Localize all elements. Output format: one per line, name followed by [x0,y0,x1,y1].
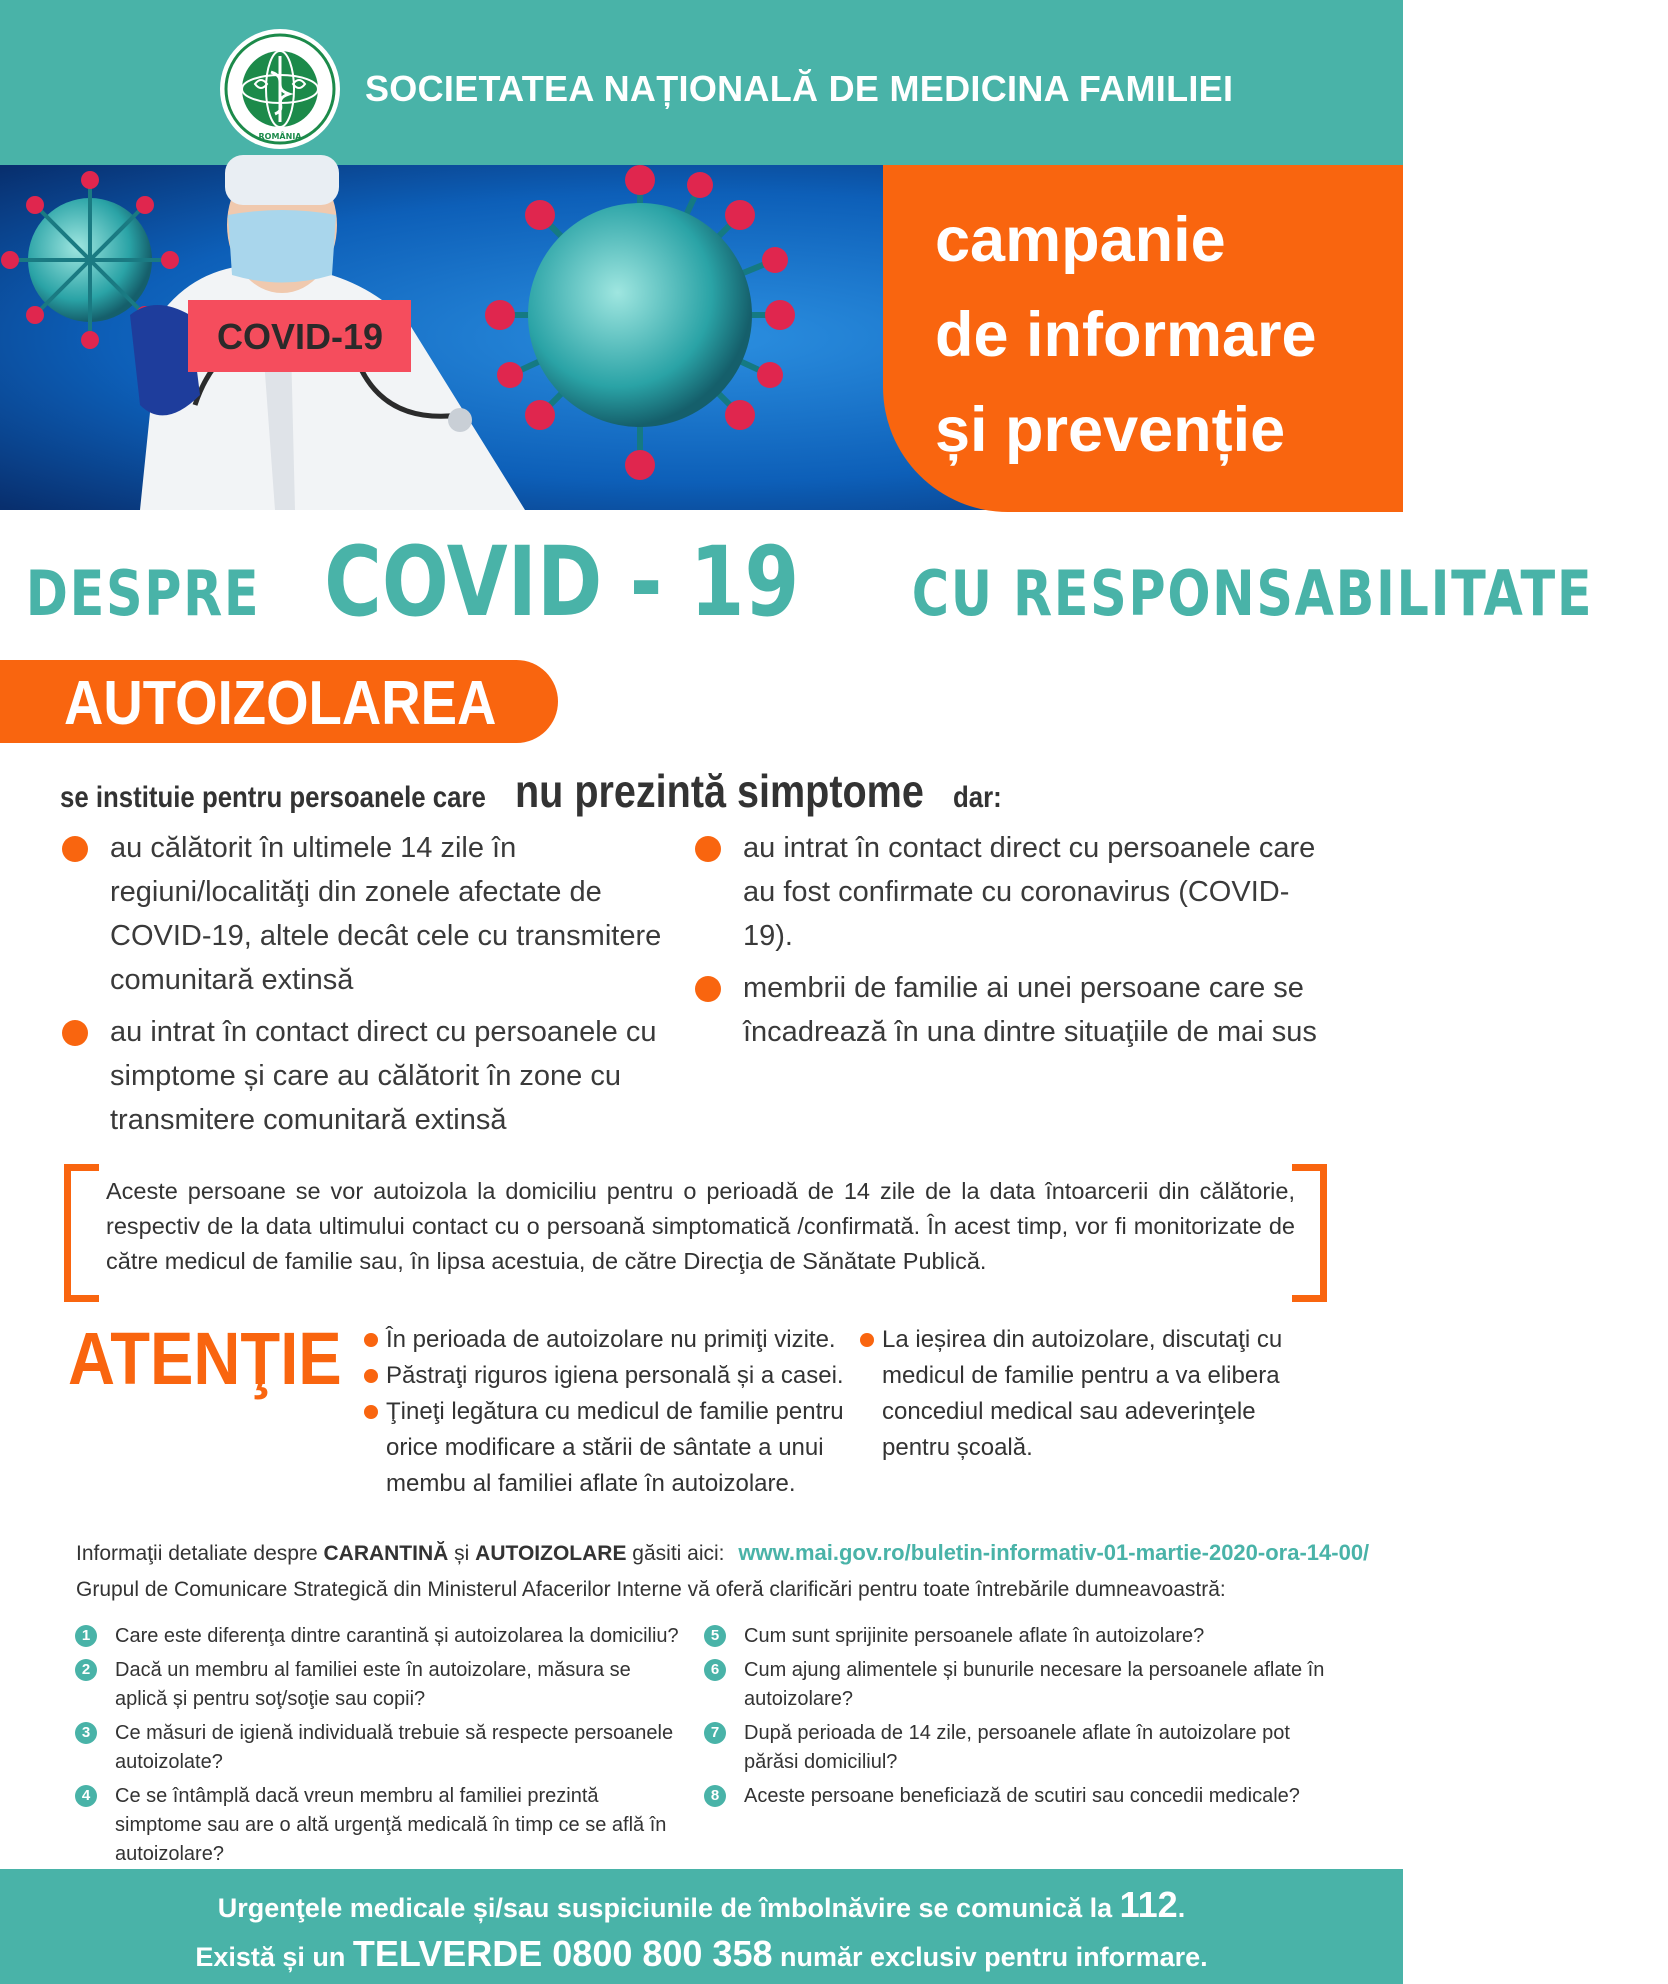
question-text: După perioada de 14 zile, persoanele aflate în autoizolare pot părăsi domiciliul? [744,1722,1290,1773]
campaign-line: campanie [935,205,1226,275]
info-prefix: Informaţii detaliate despre [76,1542,318,1565]
footer-text-start: Urgenţele medicale și/sau suspiciunile de îmbolnăvire se comunică la [217,1893,1113,1923]
telverde-number[interactable]: TELVERDE 0800 800 358 [352,1933,773,1974]
number-badge-icon: 4 [75,1785,97,1807]
question-item [75,1622,685,1651]
right-bracket-icon [1292,1164,1327,1302]
footer-line-telverde [0,1931,1403,1980]
bullet-icon [860,1333,874,1347]
bullet-icon [62,836,88,862]
list-item-text: Păstraţi riguros igiena personală și a casei. [386,1362,844,1389]
question-item [75,1719,685,1777]
list-item [858,1322,1328,1466]
list-item-text: au călătorit în ultimele 14 zile în regiuni/localităţi din zonele afectate de COVID-19, altele decât cele cu transmitere comunitară extinsă [110,832,662,996]
intro-emphasis: nu prezintă simptome [515,765,925,817]
list-item-text: La ieșirea din autoizolare, discutaţi cu medicul de familie pentru a va elibera concediul medical sau adeverinţele pentru școală. [882,1326,1283,1461]
list-item-text: membrii de familie ai unei persoane care se încadrează în una dintre situaţiile de mai sus [743,972,1317,1048]
question-item [704,1622,1344,1651]
question-text: Dacă un membru al familiei este în autoizolare, măsura se aplică și pentru soţ/soţie sau copii? [115,1659,631,1710]
number-badge-icon: 2 [75,1659,97,1681]
bullet-icon [62,1020,88,1046]
number-badge-icon: 3 [75,1722,97,1744]
main-title [0,526,1593,638]
campaign-heading [935,193,1317,478]
info-link[interactable]: www.mai.gov.ro/buletin-informativ-01-martie-2020-ora-14-00/ [738,1540,1370,1565]
question-text: Aceste persoane beneficiază de scutiri sau concedii medicale? [744,1785,1300,1807]
organization-name: SOCIETATEA NAȚIONALĂ DE MEDICINA FAMILIEI [365,68,1234,109]
section-label: AUTOIZOLAREA [64,669,497,738]
campaign-line: de informare [935,300,1317,370]
question-text: Cum sunt sprijinite persoanele aflate în autoizolare? [744,1625,1205,1647]
snmf-logo-icon [219,28,341,150]
covid-sign-text: COVID-19 [216,316,384,357]
number-badge-icon: 6 [704,1659,726,1681]
info-suffix: găsiti aici: [632,1542,725,1565]
list-item [60,826,680,1002]
list-item [362,1394,862,1502]
bullet-icon [695,836,721,862]
question-item [704,1656,1344,1714]
title-part-covid: COVID - 19 [323,526,799,638]
footer-text-end: . [1177,1893,1186,1923]
question-text: Ce măsuri de igienă individuală trebuie să respecte persoanele autoizolate? [115,1722,674,1773]
list-item-text: au intrat în contact direct cu persoanele care au fost confirmate cu coronavirus (COVID-19). [743,832,1316,952]
list-item-text: Ţineţi legătura cu medicul de familie pentru orice modificare a stării de sântate a unui membu al familiei aflate în autoizolare. [386,1398,844,1497]
list-item [362,1322,862,1358]
info-keyword-autoizolare: AUTOIZOLARE [475,1542,627,1565]
number-badge-icon: 8 [704,1785,726,1807]
bullet-icon [364,1333,378,1347]
info-keyword-carantina: CARANTINĂ [323,1542,449,1565]
info-line [76,1540,1369,1566]
intro-start: se instituie pentru persoanele care [60,781,486,814]
question-text: Care este diferenţa dintre carantină și autoizolarea la domiciliu? [115,1625,679,1647]
question-item [704,1782,1344,1811]
bullet-icon [364,1369,378,1383]
number-badge-icon: 1 [75,1625,97,1647]
list-item [362,1358,862,1394]
attention-list-left [362,1322,862,1502]
list-item-text: au intrat în contact direct cu persoanele cu simptome și care au călătorit în zone cu transmitere comunitară extinsă [110,1016,657,1136]
list-item [693,966,1333,1054]
question-item [704,1719,1344,1777]
intro-end: dar: [952,781,1002,814]
footer-text-start: Există și un [195,1942,346,1972]
question-text: Ce se întâmplă dacă vreun membru al familiei prezintă simptome sau are o altă urgenţă medicală în timp ce se află în autoizolare? [115,1785,667,1865]
left-bracket-icon [64,1164,99,1302]
bullet-icon [695,976,721,1002]
number-badge-icon: 5 [704,1625,726,1647]
intro-sentence [60,764,1009,818]
title-part-despre: DESPRE [25,557,261,630]
footer-line-emergency [0,1882,1403,1931]
questions-list-left [75,1622,685,1874]
question-item [75,1782,685,1869]
questions-list-right [704,1622,1344,1816]
number-badge-icon: 7 [704,1722,726,1744]
attention-heading: ATENŢIE [68,1317,342,1400]
footer-text-end: număr exclusiv pentru informare. [780,1942,1208,1972]
list-item [693,826,1333,958]
list-item [60,1010,680,1142]
info-line-2: Grupul de Comunicare Strategică din Ministerul Afacerilor Interne vă oferă clarificări pentru toate întrebările dumneavoastră: [76,1578,1226,1601]
notice-text: Aceste persoane se vor autoizola la domiciliu pentru o perioadă de 14 zile de la data întoarcerii din călătorie, respectiv de la data ultimului contact cu o persoană simptomatică /confirmată. În acest timp, vor fi monitorizate de către medicul de familie sau, în lipsa acestuia, de către Direcţia de Sănătate Publică. [106,1178,1295,1274]
criteria-list-right [693,826,1333,1062]
criteria-list-left [60,826,680,1150]
question-text: Cum ajung alimentele și bunurile necesare la persoanele aflate în autoizolare? [744,1659,1325,1710]
info-and: și [454,1542,470,1565]
footer-text [0,1882,1403,1980]
list-item-text: În perioada de autoizolare nu primiţi vizite. [386,1326,836,1353]
bullet-icon [364,1405,378,1419]
title-part-responsabilitate: CU RESPONSABILITATE [911,557,1593,630]
campaign-line: și prevenție [935,395,1286,465]
svg-text:• ROMÂNIA •: • ROMÂNIA • [250,132,310,141]
question-item [75,1656,685,1714]
emergency-number[interactable]: 112 [1119,1884,1178,1925]
attention-list-right [858,1322,1328,1466]
